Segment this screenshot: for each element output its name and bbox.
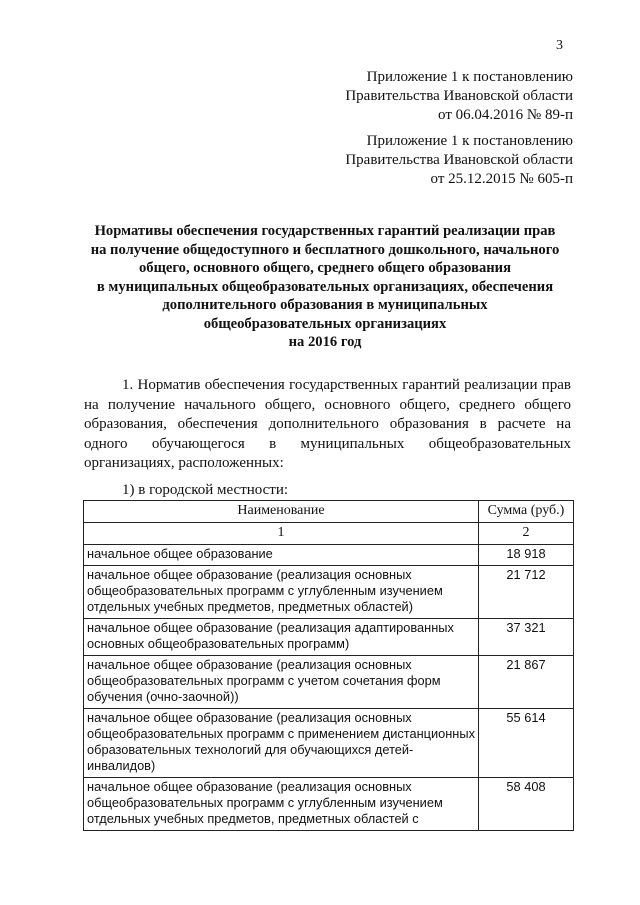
- norms-table: [83, 500, 574, 831]
- table-row: [84, 545, 574, 566]
- appendix-line: от 06.04.2016 № 89-п: [438, 107, 573, 123]
- appendix-line: от 25.12.2015 № 605-п: [430, 171, 573, 187]
- row-name: начальное общее образование (реализация основных общеобразовательных программ с применением дистанционных образовательных технологий для обучающихся детей-инвалидов): [84, 709, 479, 778]
- row-sum: 55 614: [479, 709, 574, 778]
- title-line: на 2016 год: [288, 334, 362, 350]
- row-sum: 21 712: [479, 566, 574, 619]
- appendix-current-reference: [345, 68, 573, 125]
- table-row: [84, 656, 574, 709]
- document-title: [70, 222, 580, 352]
- appendix-line: Правительства Ивановской области: [345, 152, 573, 168]
- table-column-number-row: [84, 523, 574, 545]
- appendix-line: Приложение 1 к постановлению: [366, 133, 573, 149]
- table-row: [84, 778, 574, 831]
- table-header-row: [84, 501, 574, 523]
- table-row: [84, 566, 574, 619]
- row-sum: 18 918: [479, 545, 574, 566]
- subheading-urban: 1) в городской местности:: [122, 482, 289, 498]
- row-name: начальное общее образование (реализация основных общеобразовательных программ с учетом сочетания форм обучения (очно-заочной)): [84, 656, 479, 709]
- header-name: Наименование: [84, 501, 479, 523]
- column-number: 2: [479, 523, 574, 545]
- table-row: [84, 709, 574, 778]
- header-sum: Сумма (руб.): [479, 501, 574, 523]
- row-name: начальное общее образование: [84, 545, 479, 566]
- appendix-line: Правительства Ивановской области: [345, 88, 573, 104]
- row-name: начальное общее образование (реализация адаптированных основных общеобразовательных программ): [84, 619, 479, 656]
- column-number: 1: [84, 523, 479, 545]
- appendix-line: Приложение 1 к постановлению: [366, 69, 573, 85]
- row-sum: 21 867: [479, 656, 574, 709]
- title-line: Нормативы обеспечения государственных гарантий реализации прав: [94, 223, 556, 239]
- row-sum: 37 321: [479, 619, 574, 656]
- title-line: в муниципальных общеобразовательных организациях, обеспечения: [96, 278, 554, 295]
- page-number: 3: [556, 38, 563, 53]
- table-row: [84, 619, 574, 656]
- title-line: дополнительного образования в муниципальных: [162, 297, 488, 313]
- row-name: начальное общее образование (реализация основных общеобразовательных программ с углубленным изучением отдельных учебных предметов, предметных областей с: [84, 778, 479, 831]
- row-name: начальное общее образование (реализация основных общеобразовательных программ с углубленным изучением отдельных учебных предметов, предметных областей): [84, 566, 479, 619]
- title-line: общеобразовательных организациях: [203, 315, 447, 332]
- paragraph-1: 1. Норматив обеспечения государственных гарантий реализации прав на получение начального общего, основного общего, среднего общего образования, обеспечения дополнительного образования в расчете на одного обучающегося в муниципальных общеобразовательных организациях, расположенных:: [84, 377, 571, 471]
- appendix-original-reference: [345, 132, 573, 189]
- row-sum: 58 408: [479, 778, 574, 831]
- title-line: общего, основного общего, среднего общего образования: [139, 260, 511, 276]
- title-line: на получение общедоступного и бесплатного дошкольного, начального: [90, 241, 560, 258]
